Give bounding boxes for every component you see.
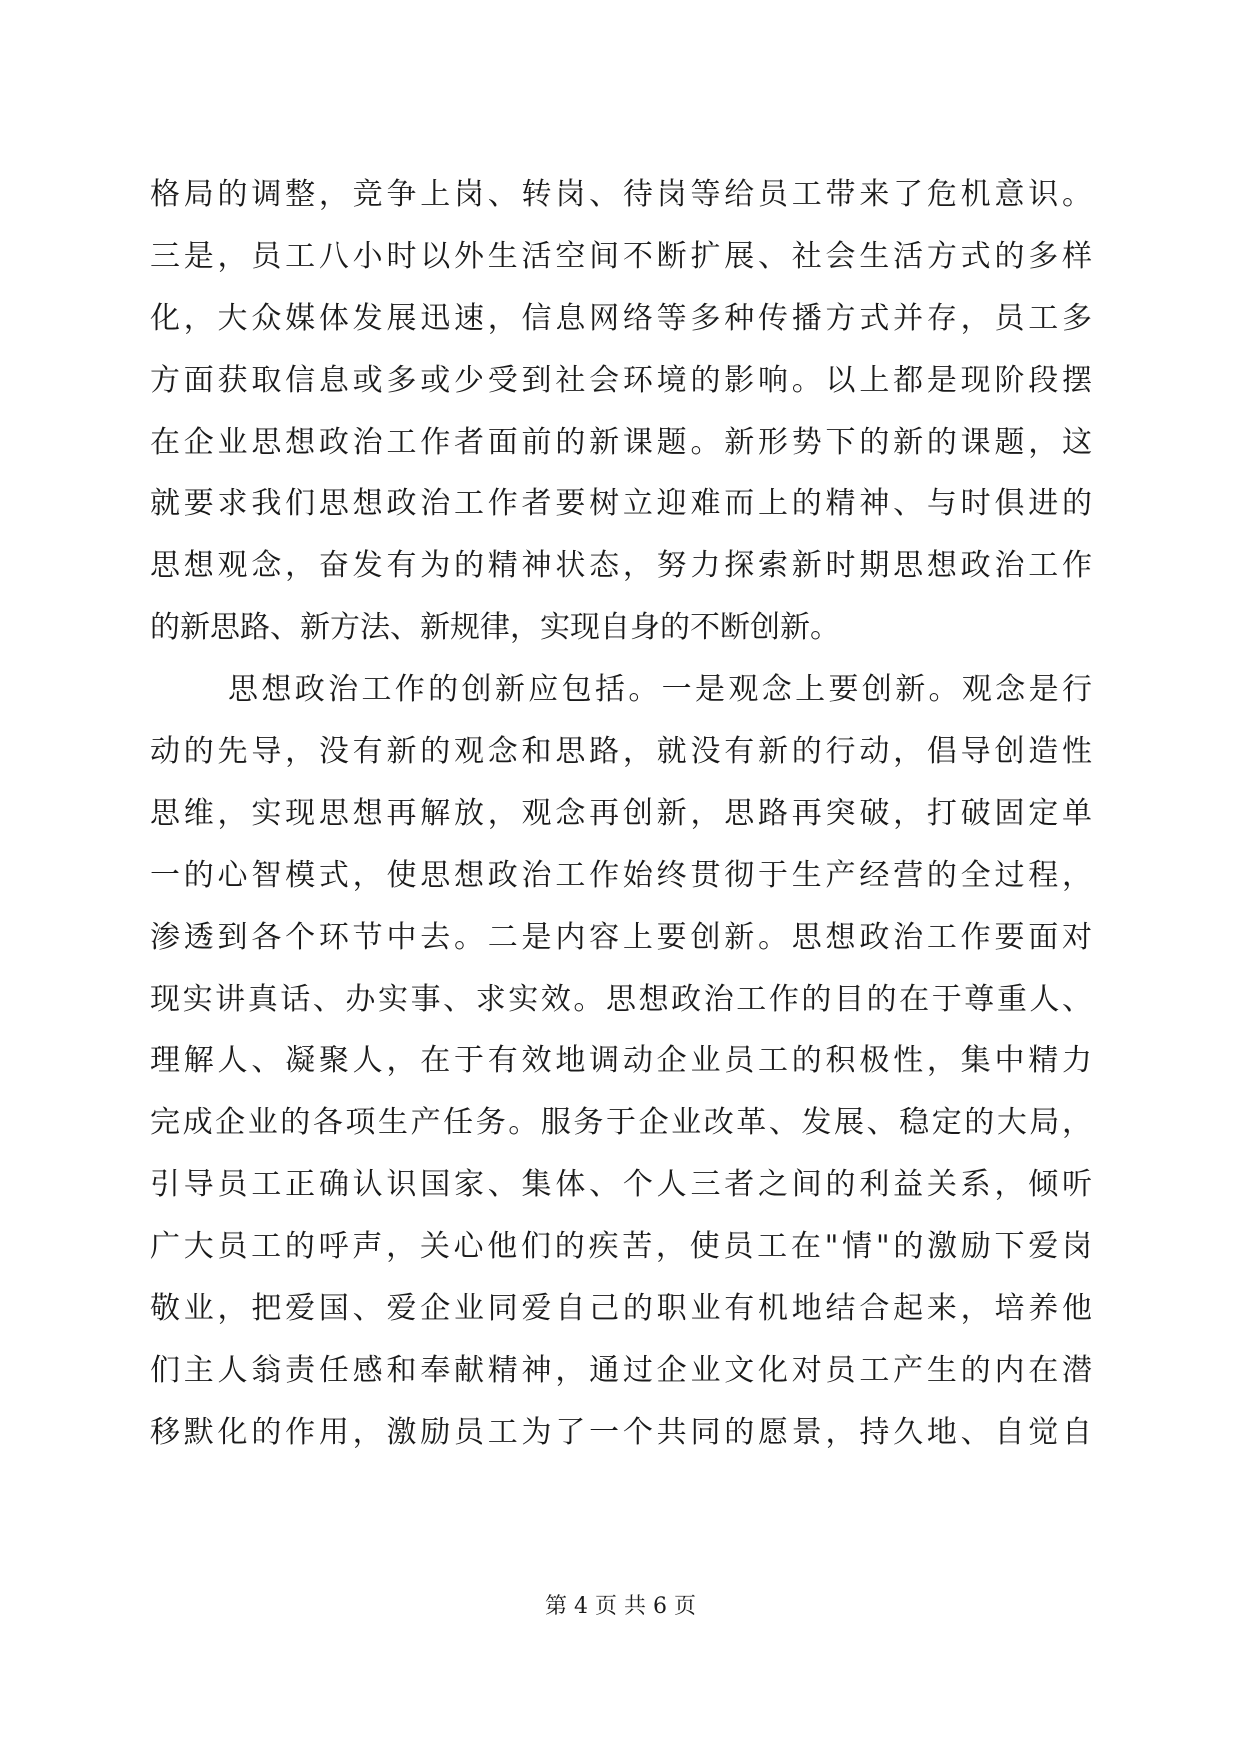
text-line: 完成企业的各项生产任务。服务于企业改革、发展、稳定的大局， <box>150 1105 1092 1141</box>
page-number-footer: 第 4 页 共 6 页 <box>545 1594 696 1619</box>
text-line: 就要求我们思想政治工作者要树立迎难而上的精神、与时俱进的 <box>150 486 1092 522</box>
text-line: 理解人、凝聚人，在于有效地调动企业员工的积极性，集中精力 <box>150 1043 1092 1079</box>
text-line: 广大员工的呼声，关心他们的疾苦，使员工在"情"的激励下爱岗 <box>150 1229 1092 1265</box>
text-line: 思维，实现思想再解放，观念再创新，思路再突破，打破固定单 <box>150 795 1092 831</box>
text-line: 方面获取信息或多或少受到社会环境的影响。以上都是现阶段摆 <box>150 362 1092 398</box>
text-line: 的新思路、新方法、新规律，实现自身的不断创新。 <box>150 610 840 646</box>
text-line: 移默化的作用，激励员工为了一个共同的愿景，持久地、自觉自 <box>150 1414 1092 1450</box>
text-line: 三是，员工八小时以外生活空间不断扩展、社会生活方式的多样 <box>150 238 1092 274</box>
document-body <box>150 164 1092 1464</box>
text-line: 动的先导，没有新的观念和思路，就没有新的行动，倡导创造性 <box>150 734 1092 770</box>
text-line: 渗透到各个环节中去。二是内容上要创新。思想政治工作要面对 <box>150 919 1092 955</box>
text-line: 思想观念，奋发有为的精神状态，努力探索新时期思想政治工作 <box>150 548 1092 584</box>
text-line: 在企业思想政治工作者面前的新课题。新形势下的新的课题，这 <box>150 424 1092 460</box>
text-line: 格局的调整，竞争上岗、转岗、待岗等给员工带来了危机意识。 <box>150 177 1092 212</box>
text-line: 思想政治工作的创新应包括。一是观念上要创新。观念是行 <box>228 672 1092 708</box>
text-line: 们主人翁责任感和奉献精神，通过企业文化对员工产生的内在潜 <box>150 1352 1092 1388</box>
text-line: 化，大众媒体发展迅速，信息网络等多种传播方式并存，员工多 <box>150 300 1092 336</box>
text-line: 敬业，把爱国、爱企业同爱自己的职业有机地结合起来，培养他 <box>150 1291 1092 1327</box>
text-line: 一的心智模式，使思想政治工作始终贯彻于生产经营的全过程， <box>150 857 1092 893</box>
text-line: 现实讲真话、办实事、求实效。思想政治工作的目的在于尊重人、 <box>150 981 1092 1017</box>
text-line: 引导员工正确认识国家、集体、个人三者之间的利益关系，倾听 <box>150 1167 1092 1203</box>
